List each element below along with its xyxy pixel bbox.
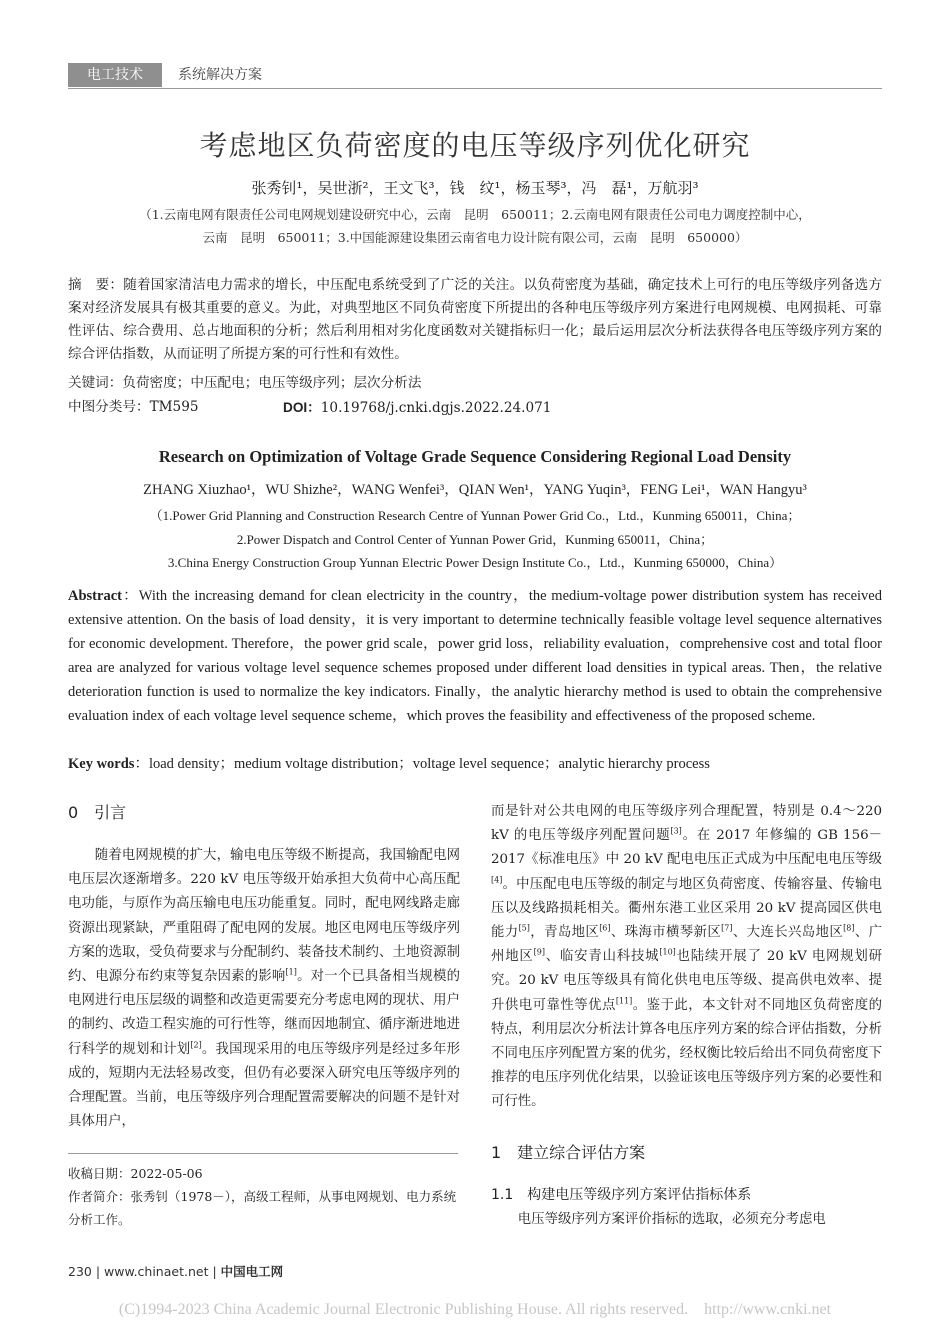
section-1-1-body bbox=[491, 1208, 882, 1232]
keywords-en-label: Key words bbox=[68, 756, 135, 772]
footer-journal: 中国电工网 bbox=[220, 1264, 284, 1279]
citation: [7] bbox=[721, 923, 733, 933]
doi-label: DOI： bbox=[283, 400, 321, 415]
section-subtitle: 系统解决方案 bbox=[178, 67, 262, 83]
abstract-en-label: Abstract bbox=[68, 588, 122, 604]
footnote-rule bbox=[68, 1153, 458, 1154]
citation: [10] bbox=[659, 947, 676, 957]
citation: [9] bbox=[533, 947, 545, 957]
english-affiliation-line: 2.Power Dispatch and Control Center of Yunnan Power Grid，Kunming 650011，China； bbox=[236, 531, 714, 547]
header-rule bbox=[68, 88, 882, 89]
text-run: 、广州地区 bbox=[491, 925, 883, 965]
text-run: 而是针对公共电网的电压等级序列合理配置，特别是 0.4～220 kV 的电压等级序列配置问题 bbox=[491, 804, 882, 844]
abstract-cn-label: 摘 要： bbox=[68, 277, 124, 293]
author-list: 张秀钊¹，吴世浙²，王文飞³，钱 纹¹，杨玉琴³，冯 磊¹，万航羽³ bbox=[251, 179, 699, 197]
english-affiliation-line: 3.China Energy Construction Group Yunnan Electric Power Design Institute Co.，Ltd.，Kunming 650000，China） bbox=[167, 555, 783, 570]
paper-title: 考虑地区负荷密度的电压等级序列优化研究 bbox=[199, 129, 751, 162]
clc-number bbox=[68, 396, 199, 419]
english-affiliation-line: （1.Power Grid Planning and Construction Research Centre of Yunnan Power Grid Co.，Ltd.，Kunming 650011，China； bbox=[149, 508, 801, 523]
received-date: 收稿日期：2022-05-06 bbox=[68, 1166, 203, 1181]
affiliation-line: 云南 昆明 650011；3.中国能源建设集团云南省电力设计院有限公司，云南 昆明 650000） bbox=[202, 230, 748, 245]
footer-separator: | bbox=[95, 1264, 101, 1279]
abstract-en bbox=[68, 584, 882, 728]
text-run: 也陆续开展了 20 kV 电网规划研究。20 kV 电压等级具有简化供电电压等级、提高供电效率、提升供电可靠性等优点 bbox=[491, 949, 883, 1013]
text-run: 、珠海市横琴新区 bbox=[610, 925, 722, 941]
keywords-cn-label: 关键词： bbox=[68, 375, 123, 391]
clc-label: 中图分类号： bbox=[68, 399, 150, 415]
author-intro: 作者简介：张秀钊（1978－），高级工程师，从事电网规划、电力系统分析工作。 bbox=[68, 1189, 457, 1227]
citation: [5] bbox=[518, 923, 530, 933]
doi bbox=[283, 396, 551, 420]
keywords-en bbox=[68, 752, 882, 776]
abstract-cn bbox=[68, 274, 882, 366]
citation: [4] bbox=[491, 875, 503, 885]
affiliation-line: （1.云南电网有限责任公司电网规划建设研究中心，云南 昆明 650011；2.云南电网有限责任公司电力调度控制中心， bbox=[139, 207, 811, 222]
text-run: 、临安青山科技城 bbox=[544, 949, 660, 965]
section-tag: 电工技术 bbox=[68, 63, 162, 87]
right-column bbox=[491, 800, 882, 1115]
page-footer bbox=[68, 1262, 283, 1280]
keywords-cn bbox=[68, 372, 882, 395]
text-run: 。中压配电电压等级的制定与地区负荷密度、传输容量、传输电压以及线路损耗相关。衢州东港工业区采用 20 kV 提高园区供电能力 bbox=[491, 876, 882, 941]
page-number: 230 bbox=[68, 1264, 92, 1279]
text-run: 。我国现采用的电压等级序列是经过多年形成的，短期内无法轻易改变，但仍有必要深入研究电压等级序列的合理配置。当前，电压等级序列合理配置需要解决的问题不是针对具体用户， bbox=[68, 1041, 461, 1130]
text-run: 、大连长兴岛地区 bbox=[732, 925, 844, 941]
section-1-1-heading: 1.1 构建电压等级序列方案评估指标体系 bbox=[491, 1187, 752, 1203]
section-0-heading: 0 引言 bbox=[68, 803, 127, 822]
abstract-cn-text: 随着国家清洁电力需求的增长，中压配电系统受到了广泛的关注。以负荷密度为基础，确定技术上可行的电压等级序列备选方案对经济发展具有极其重要的意义。为此，对典型地区不同负荷密度下所提出的各种电压等级序列方案进行电网规模、电网损耗、可靠性评估、综合费用、总占地面积的分析；然后利用相对劣化度函数对关键指标归一化；最后运用层次分析法获得各电压等级序列方案的综合评估指数，从而证明了所提方案的可行性和有效性。 bbox=[68, 277, 882, 362]
text-run: 。鉴于此，本文针对不同地区负荷密度的特点，利用层次分析法计算各电压序列方案的综合评估指数，分析不同电压序列配置方案的优劣，经权衡比较后给出不同负荷密度下推荐的电压序列优化结果，以验证该电压等级序列方案的必要性和可行性。 bbox=[491, 997, 882, 1110]
english-title: Research on Optimization of Voltage Grade Sequence Considering Regional Load Density bbox=[158, 447, 792, 466]
citation: [6] bbox=[599, 923, 611, 933]
english-affiliations bbox=[70, 504, 880, 575]
text-run: 。对一个已具备相当规模的电网进行电压层级的调整和改造更需要充分考虑电网的现状、用户的制约、改造工程实施的可行性等，继而因地制宜、循序渐进地进行科学的规划和计划 bbox=[68, 969, 461, 1057]
citation: [2] bbox=[190, 1040, 202, 1050]
section-1-heading: 1 建立综合评估方案 bbox=[491, 1143, 646, 1162]
text-run: 随着电网规模的扩大，输电电压等级不断提高，我国输配电网电压层次逐渐增多。220 kV 电压等级开始承担大负荷中心高压配电功能，与原作为高压输电电压功能重复。同时，配电网线路走廊资源出现紧缺，严重阻碍了配电网的发展。地区电网电压等级序列方案的选取，受负荷要求与分配制约、装备技术制约、土地资源制约、电源分布约束等复杂因素的影响 bbox=[68, 848, 460, 985]
abstract-en-text: ：With the increasing demand for clean electricity in the country，the medium-voltage power distribution system has received extensive attention. On the basis of load density，it is very important to determine technically feasible voltage level sequence alternatives for economic development. Therefore，the power grid scale，power grid loss，reliability evaluation，comprehensive cost and total floor area are analyzed for various voltage level sequence schemes proposed under different load densities in typical areas. Then，the relative deterioration function is used to normalize the key indicators. Finally，the analytic hierarchy method is used to obtain the comprehensive evaluation index of each voltage level sequence scheme，which proves the feasibility and effectiveness of the proposed scheme. bbox=[68, 588, 882, 724]
keywords-cn-text: 负荷密度；中压配电；电压等级序列；层次分析法 bbox=[122, 375, 422, 391]
doi-value: 10.19768/j.cnki.dgjs.2022.24.071 bbox=[320, 400, 552, 416]
intro-paragraph-continued bbox=[491, 800, 882, 1115]
keywords-en-text: ：load density；medium voltage distribution；voltage level sequence；analytic hierarchy process bbox=[134, 756, 710, 772]
citation: [1] bbox=[285, 967, 297, 977]
footer-separator: | bbox=[212, 1264, 217, 1279]
body-paragraph: 电压等级序列方案评价指标的选取，必须充分考虑电 bbox=[517, 1212, 826, 1227]
text-run: 。在 2017 年修编的 GB 156－2017《标准电压》中 20 kV 配电电压正式成为中压配电电压等级 bbox=[491, 828, 882, 868]
copyright-watermark: (C)1994-2023 China Academic Journal Electronic Publishing House. All rights reserved. http://www.cnki.net bbox=[118, 1301, 832, 1318]
footer-site[interactable]: www.chinaet.net bbox=[104, 1264, 209, 1279]
text-run: ，青岛地区 bbox=[529, 925, 600, 941]
footnote bbox=[68, 1162, 460, 1231]
intro-paragraph bbox=[68, 844, 460, 1134]
left-column bbox=[68, 844, 460, 1134]
citation: [8] bbox=[843, 923, 855, 933]
affiliations bbox=[80, 203, 870, 249]
clc-value: TM595 bbox=[149, 399, 199, 415]
citation: [11] bbox=[615, 996, 633, 1006]
citation: [3] bbox=[670, 826, 682, 836]
english-authors: ZHANG Xiuzhao¹，WU Shizhe²，WANG Wenfei³，QIAN Wen¹，YANG Yuqin³，FENG Lei¹，WAN Hangyu³ bbox=[143, 482, 807, 498]
